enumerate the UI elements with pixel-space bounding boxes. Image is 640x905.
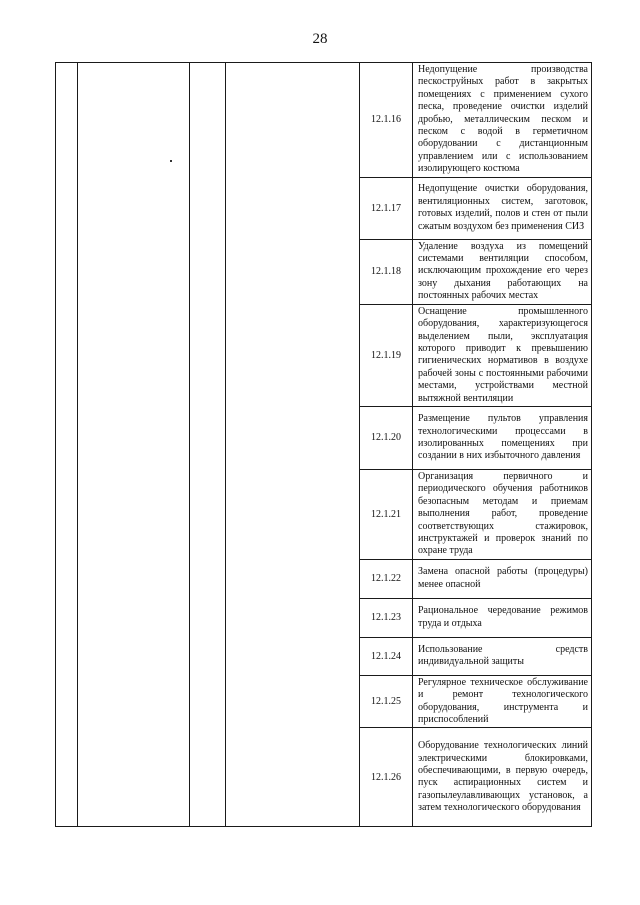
col-hazard-cell xyxy=(78,63,190,827)
measure-text: Недопущение очистки оборудования, вентиляционных систем, заготовок, готовых изделий, полов и стен от пыли сжатым воздухом без применения СИЗ xyxy=(413,177,592,239)
measure-code: 12.1.19 xyxy=(360,304,413,406)
measure-text: Замена опасной работы (процедуры) менее опасной xyxy=(413,559,592,598)
measure-code: 12.1.18 xyxy=(360,239,413,304)
measure-code: 12.1.25 xyxy=(360,675,413,728)
col-danger-cell xyxy=(226,63,360,827)
measure-code: 12.1.20 xyxy=(360,406,413,469)
measure-text: Организация первичного и периодического обучения работников безопасным методам и приемам выполнения работ, проведение соответствующих стажировок, инструктажей и проверок знаний по охране труда xyxy=(413,469,592,559)
measure-text: Размещение пультов управления технологическими процессами в изолированных помещениях при создании в них избыточного давления xyxy=(413,406,592,469)
measure-code: 12.1.16 xyxy=(360,63,413,178)
measure-code: 12.1.17 xyxy=(360,177,413,239)
measure-text: Использование средств индивидуальной защиты xyxy=(413,637,592,675)
measure-code: 12.1.26 xyxy=(360,728,413,827)
measure-text: Оборудование технологических линий электрическими блокировками, обеспечивающими, в первую очередь, пуск аспирационных систем и газопылеулавливающих установок, а затем технологического оборудования xyxy=(413,728,592,827)
measures-table xyxy=(55,62,592,827)
page-number: 28 xyxy=(312,31,328,47)
col-id-cell xyxy=(190,63,226,827)
measure-code: 12.1.22 xyxy=(360,559,413,598)
measure-text: Удаление воздуха из помещений системами вентиляции способом, исключающим прохождение его через зону дыхания работающих на постоянных рабочих местах xyxy=(413,239,592,304)
measure-code: 12.1.21 xyxy=(360,469,413,559)
measure-code: 12.1.24 xyxy=(360,637,413,675)
measure-text: Оснащение промышленного оборудования, характеризующегося выделением пыли, эксплуатация которого приводит к превышению гигиенических нормативов в воздухе рабочей зоны с постоянными рабочими местами, устройствами местной вытяжной вентиляции xyxy=(413,304,592,406)
measure-text: Регулярное техническое обслуживание и ремонт технологического оборудования, инструмента и приспособлений xyxy=(413,675,592,728)
table-row xyxy=(56,63,592,178)
measure-text: Недопущение производства пескоструйных работ в закрытых помещениях с применением сухого песка, проведение очистки изделий дробью, металлическим песком и песком с водой в герметичном оборудовании с дистанционным управлением или с использованием изолирующего костюма xyxy=(413,63,592,178)
col-number-cell xyxy=(56,63,78,827)
measure-text: Рациональное чередование режимов труда и отдыха xyxy=(413,598,592,637)
measure-code: 12.1.23 xyxy=(360,598,413,637)
